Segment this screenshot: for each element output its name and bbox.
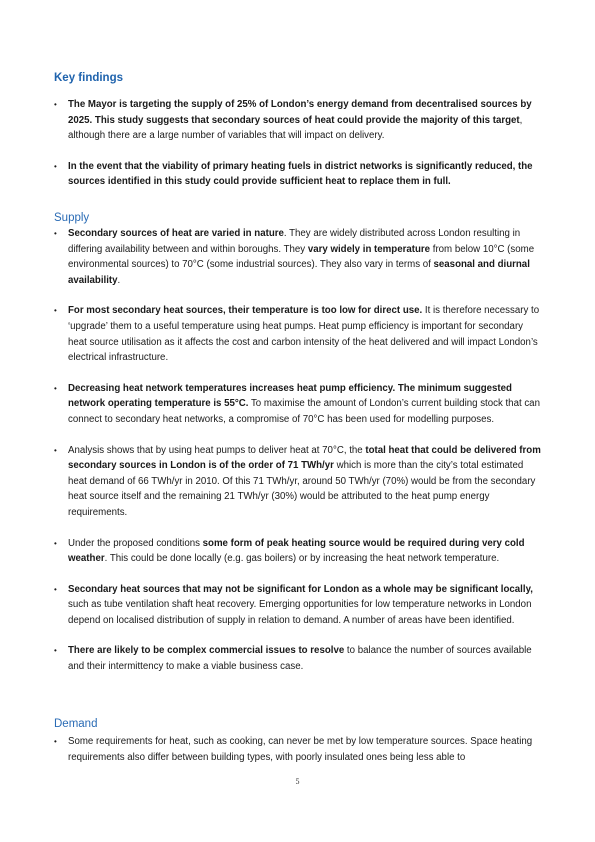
bullet-item: [54, 734, 544, 765]
text-run: seasonal and diurnal availability: [68, 259, 530, 286]
text-run: Secondary heat sources that may not be significant for London as a whole may be significant locally,: [68, 583, 533, 595]
text-run: There are likely to be complex commercial issues to resolve: [68, 645, 345, 657]
text-run: vary widely in temperature: [307, 243, 431, 255]
bullet-item: [54, 303, 544, 365]
text-run: which is more than the city’s total estimated heat demand of 66 TWh/yr in 2010. Of this 71 TWh/yr, around 50 TWh/yr (70%) would be from the secondary heat source itself and the remaining 21 TWh/yr (30%) would be attributed to the heat pump energy requirements.: [68, 460, 536, 518]
text-run: such as tube ventilation shaft heat recovery. Emerging opportunities for low temperature networks in London depend on localised distribution of supply in relation to demand. A number of areas have been identified.: [68, 599, 532, 626]
text-run: Under the proposed conditions: [68, 537, 203, 549]
bullet-item: [54, 97, 544, 144]
text-run: to balance the number of sources available and their intermittency to make a viable business case.: [68, 645, 532, 673]
text-run: Analysis shows that by using heat pumps to deliver heat at 70°C, the: [68, 444, 366, 456]
page-number: 5: [295, 777, 300, 786]
text-run: , although there are a large number of variables that will impact on delivery.: [68, 114, 523, 142]
text-run: The Mayor is targeting the supply of 25% of London’s energy demand from decentralised sources by 2025. This study suggests that secondary sources of heat could provide the majority of this target: [68, 99, 532, 126]
text-run: For most secondary heat sources, their temperature is too low for direct use.: [68, 305, 423, 317]
heading-supply: Supply: [54, 212, 90, 224]
bullet-item: [54, 159, 544, 190]
text-run: It is therefore necessary to ‘upgrade’ them to a useful temperature using heat pumps. Heat pump efficiency is important for secondary heat source utilisation as it affects the cost and carbon intensity of the heat delivered and will impact London’s electrical infrastructure.: [68, 305, 540, 364]
bullet-item: [54, 443, 544, 521]
text-run: some form of peak heating source would be required during very cold weather: [68, 537, 525, 565]
text-run: . This could be done locally (e.g. gas boilers) or by increasing the heat network temperature.: [104, 553, 500, 565]
supply-list: [54, 226, 544, 675]
text-run: Secondary sources of heat are varied in nature: [68, 228, 284, 239]
text-run: . They are widely distributed across London resulting in differing availability between and within boroughs. They: [68, 228, 521, 255]
bullet-item: [54, 582, 544, 629]
heading-key-findings: Key findings: [54, 72, 124, 84]
text-run: Decreasing heat network temperatures increases heat pump efficiency. The minimum suggested network operating temperature is 55°C.: [68, 382, 512, 410]
text-run: To maximise the amount of London’s current building stock that can connect to secondary heat networks, a compromise of 70°C has been used for modelling purposes.: [68, 398, 540, 425]
heading-demand: Demand: [54, 718, 98, 730]
key-findings-list: [54, 97, 544, 190]
bullet-item: [54, 226, 544, 288]
bullet-item: [54, 381, 544, 428]
text-run: Some requirements for heat, such as cooking, can never be met by low temperature sources. Space heating requirements also differ between building types, with poorly insulated ones being less able to: [68, 736, 533, 763]
text-run: total heat that could be delivered from secondary sources in London is of the order of 71 TWh/yr: [68, 444, 541, 472]
bullet-item: [54, 643, 544, 674]
bullet-item: [54, 536, 544, 567]
text-run: .: [117, 274, 121, 286]
text-run: In the event that the viability of primary heating fuels in district networks is significantly reduced, the sources identified in this study could provide sufficient heat to replace them in full.: [68, 160, 533, 188]
demand-list: [54, 734, 544, 765]
text-run: from below 10°C (some environmental sources) to 70°C (some industrial sources). They also vary in terms of: [68, 243, 535, 271]
